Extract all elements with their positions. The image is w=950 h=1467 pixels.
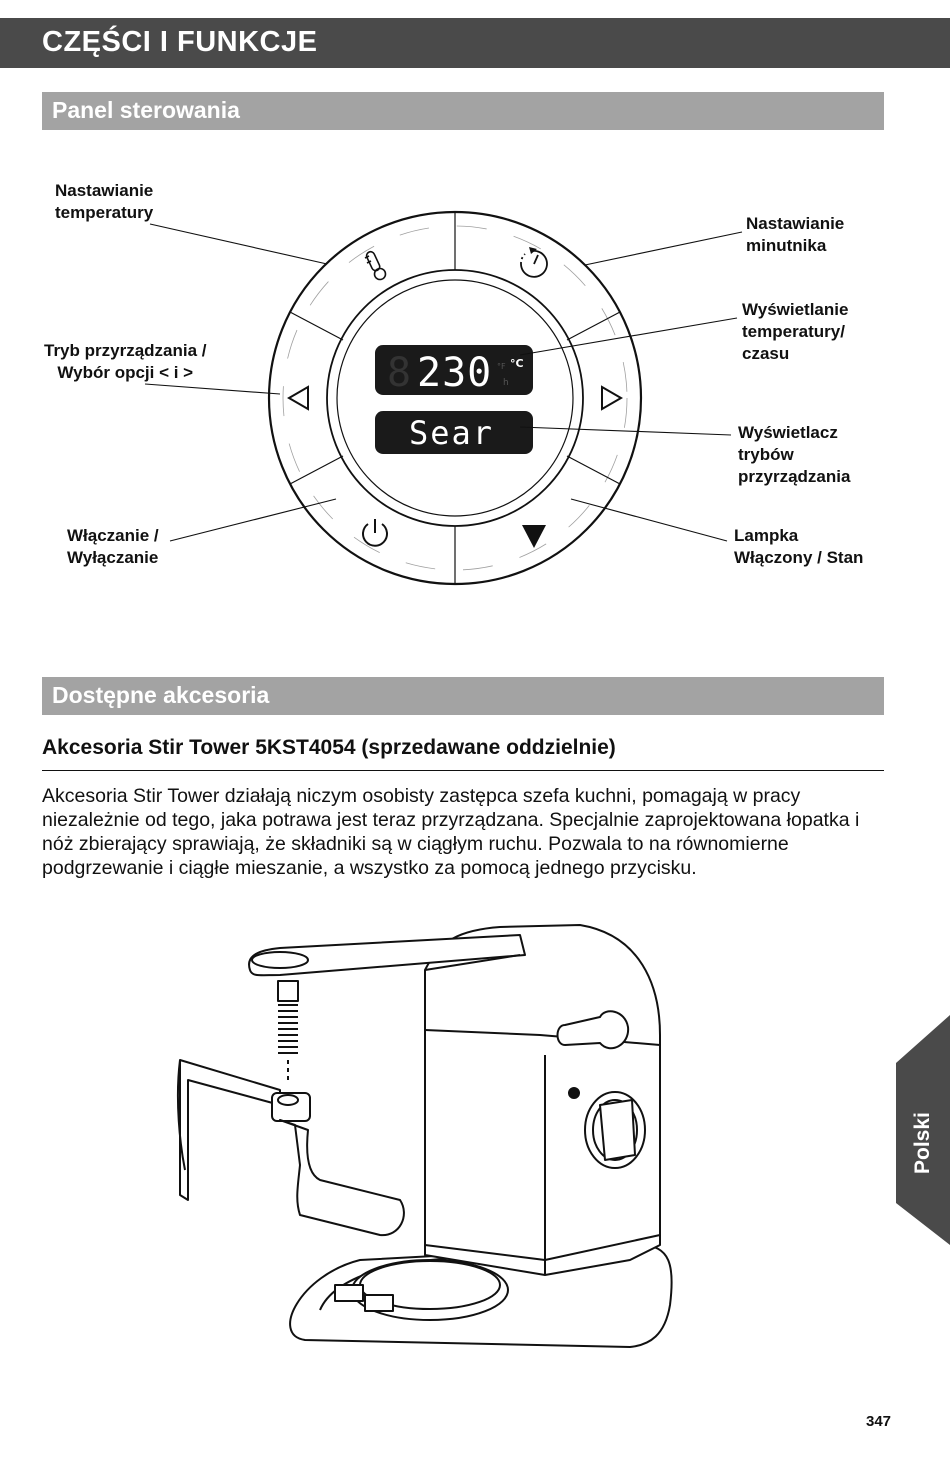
callout-mode-display [738,422,850,488]
callout-mode-select [44,340,207,384]
stir-tower-illustration [160,915,690,1365]
callout-line: Nastawianie [55,181,154,200]
section-header-accessories [42,677,884,715]
section-title: Panel sterowania [52,97,240,123]
callout-power [67,525,159,569]
callout-line: minutnika [746,236,827,255]
callout-line: temperatury [55,203,154,222]
page-number: 347 [866,1413,892,1430]
left-arrow-icon[interactable] [289,387,308,409]
callout-line: Wyświetlanie [742,300,849,319]
callout-line: przyrządzania [738,467,851,486]
display-unit-c: °C [510,357,524,370]
display-temperature-value: 230 [417,350,493,396]
display-unit-f: °F [497,362,506,371]
callout-line: Nastawianie [746,214,845,233]
callout-line: Tryb przyrządzania / [44,341,207,360]
section-title: Dostępne akcesoria [52,682,270,708]
page-title: CZĘŚCI I FUNKCJE [42,26,318,58]
callout-line: Włączanie / [67,526,159,545]
timer-icon[interactable] [521,247,547,277]
callout-line: trybów [738,445,794,464]
mode-display-text: Sear [409,414,495,452]
callout-line: Lampka [734,526,799,545]
display-unit-h: h [503,378,509,388]
callout-line: Włączony / Stan [734,548,864,567]
callout-line: Wyświetlacz [738,423,838,442]
callout-display-temp-time [742,299,848,365]
callout-status-lamp [734,525,863,569]
divider [42,770,884,771]
power-icon[interactable] [363,519,387,546]
language-tab-label-wrap [896,1015,950,1245]
down-triangle-icon [522,525,546,548]
thermometer-icon[interactable] [365,250,386,279]
callout-line: czasu [742,344,790,363]
callout-line: Wybór opcji < i > [57,363,194,382]
callout-timer-set [746,213,844,257]
right-arrow-icon[interactable] [602,387,621,409]
callout-temperature-set [55,180,153,224]
display-ghost-digit: 8 [387,350,412,396]
accessory-heading: Akcesoria Stir Tower 5KST4054 (sprzedawane oddzielnie) [42,736,616,759]
callout-line: temperatury/ [742,322,845,341]
callout-line: Wyłączanie [67,548,159,567]
accessory-description: Akcesoria Stir Tower działają niczym osobisty zastępca szefa kuchni, pomagają w pracy niezależnie od tego, jaka potrawa jest teraz przyrządzana. Specjalnie zaprojektowana łopatka i nóż zbierający sprawiają, że składniki są w ciągłym ruchu. Pozwala to na równomierne podgrzewanie i ciągłe mieszanie, a wszystko za pomocą jednego przycisku. [42,785,860,879]
language-tab-label: Polski [911,1112,934,1174]
